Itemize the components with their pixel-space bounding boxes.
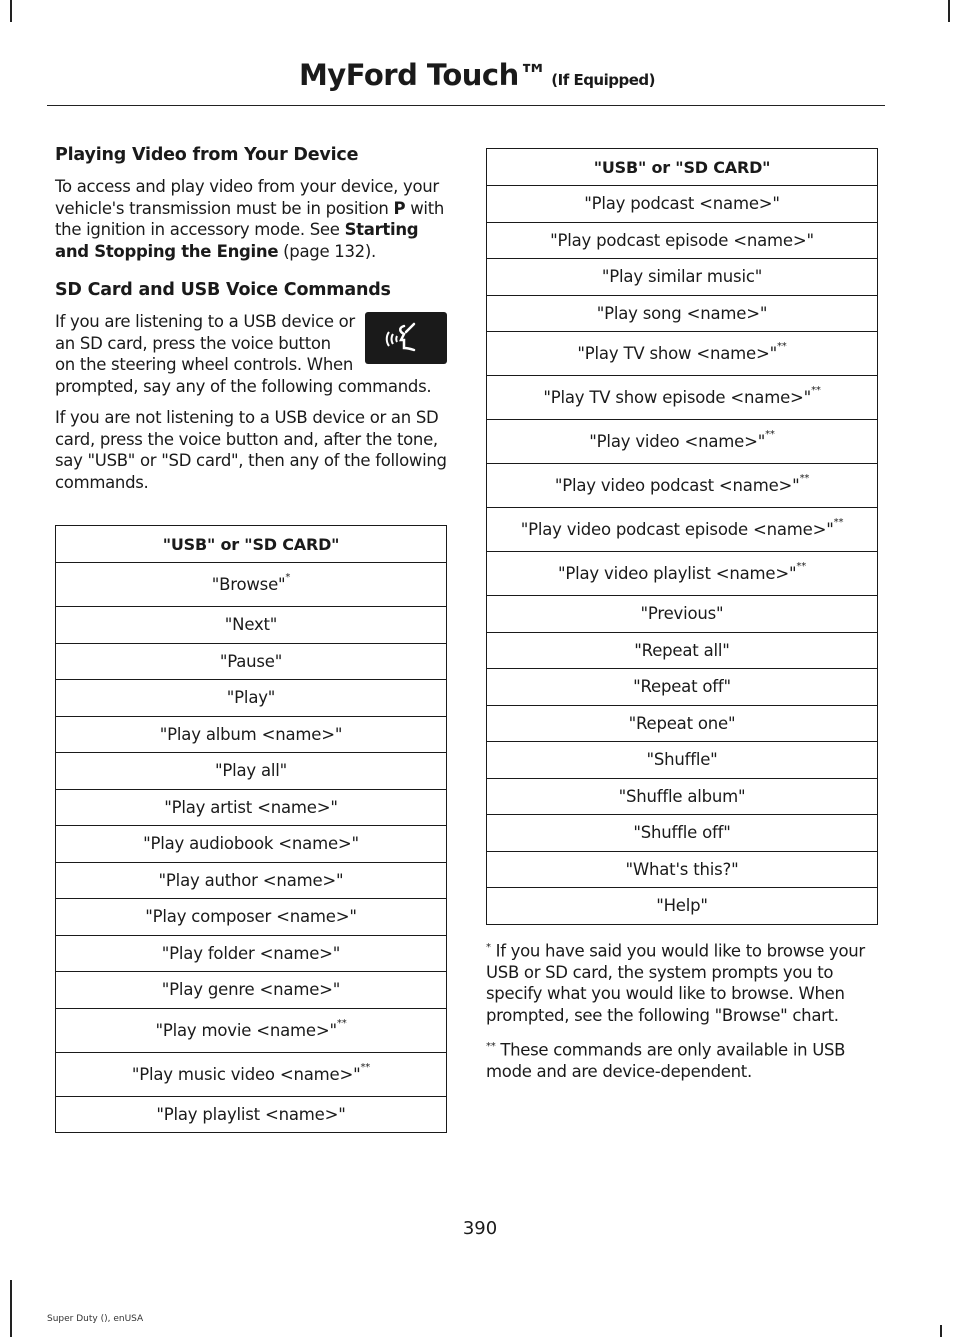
table-row — [487, 332, 878, 376]
footnote-browse: * If you have said you would like to browse your USB or SD card, the system prompts you to specify what you would like to browse. When prompted, see the following "Browse" chart. — [486, 941, 865, 1025]
command-cell — [487, 508, 878, 552]
command-text: "Play artist <name>" — [164, 797, 338, 817]
table-row — [487, 888, 878, 925]
command-cell — [487, 705, 878, 742]
crop-mark-bottom-left — [10, 1280, 12, 1337]
command-text: "Repeat all" — [634, 640, 730, 660]
command-cell — [487, 815, 878, 852]
command-cell — [56, 680, 447, 717]
voice-paragraph: If you are listening to a USB device or an SD card, press the voice button on the steering wheel controls. When prompted, say any of the following commands. — [55, 311, 447, 397]
table-row — [487, 222, 878, 259]
command-text: "Play composer <name>" — [145, 907, 357, 927]
header-rule — [47, 105, 885, 106]
table-row — [487, 669, 878, 706]
table-row — [56, 1096, 447, 1133]
table-row — [56, 789, 447, 826]
command-text: "Play TV show <name>" — [577, 344, 777, 363]
command-cell — [56, 716, 447, 753]
command-cell — [487, 295, 878, 332]
commands-table-right — [486, 148, 878, 925]
command-cell — [487, 552, 878, 596]
command-cell — [56, 607, 447, 644]
intro-paragraph: To access and play video from your device, your vehicle's transmission must be in position P with the ignition in accessory mode. See Starting and Stopping the Engine (page 132). — [55, 177, 445, 261]
command-cell — [487, 778, 878, 815]
table-row — [56, 643, 447, 680]
command-cell — [56, 643, 447, 680]
command-text: "Next" — [224, 615, 278, 635]
command-text: "Play album <name>" — [159, 724, 343, 744]
command-cell — [487, 222, 878, 259]
command-text: "Repeat one" — [628, 713, 736, 733]
command-text: "Play video podcast episode <name>" — [520, 520, 834, 539]
table-row — [487, 596, 878, 633]
command-text: "Play podcast <name>" — [584, 194, 780, 214]
command-cell — [56, 935, 447, 972]
right-column — [486, 148, 878, 1093]
command-text: "Shuffle off" — [633, 823, 731, 843]
command-text: "Play audiobook <name>" — [143, 834, 359, 854]
command-text: "Previous" — [640, 604, 724, 624]
command-text: "Play genre <name>" — [161, 980, 341, 1000]
table-row — [56, 862, 447, 899]
footnote-mark: * — [285, 572, 291, 583]
command-text: "Repeat off" — [633, 677, 731, 697]
footnote-mark: ** — [776, 341, 787, 352]
command-text: "Pause" — [219, 651, 283, 671]
commands-table-left — [55, 525, 447, 1133]
command-cell — [487, 376, 878, 420]
command-text: "Play similar music" — [601, 267, 763, 287]
table-row — [56, 680, 447, 717]
command-cell — [56, 789, 447, 826]
crop-mark-top-left — [10, 0, 12, 22]
page-header-title — [299, 58, 655, 92]
command-cell — [487, 632, 878, 669]
command-text: "Play" — [226, 688, 276, 708]
command-cell — [487, 259, 878, 296]
command-text: "Play all" — [214, 761, 288, 781]
command-cell — [56, 753, 447, 790]
table-row — [487, 742, 878, 779]
command-cell — [56, 1052, 447, 1096]
footnote-mark: ** — [811, 385, 821, 396]
voice-command-icon — [365, 312, 447, 364]
command-cell — [487, 888, 878, 925]
command-cell — [56, 899, 447, 936]
footnote-mark: ** — [799, 473, 810, 484]
table-row — [56, 935, 447, 972]
command-text: "Play music video <name>" — [131, 1064, 361, 1084]
command-text: "Browse" — [211, 575, 286, 594]
table-row — [56, 607, 447, 644]
footnote-mark: ** — [833, 517, 844, 528]
table-row — [487, 508, 878, 552]
table-row — [56, 1008, 447, 1052]
command-text: "Play author <name>" — [158, 870, 344, 890]
table-row — [56, 972, 447, 1009]
command-cell — [487, 742, 878, 779]
command-cell — [56, 1008, 447, 1052]
command-text: "Play podcast episode <name>" — [550, 230, 814, 250]
footnote-mark: ** — [796, 561, 806, 572]
command-text: "Play folder <name>" — [161, 943, 341, 963]
subsection-heading: SD Card and USB Voice Commands — [55, 280, 391, 300]
command-cell — [487, 186, 878, 223]
table-row — [56, 1052, 447, 1096]
table-header: "USB" or "SD CARD" — [487, 149, 878, 186]
command-cell — [56, 563, 447, 607]
table-row — [487, 464, 878, 508]
command-text: "Play playlist <name>" — [156, 1104, 346, 1124]
command-text: "Play movie <name>" — [155, 1020, 337, 1040]
alt-paragraph: If you are not listening to a USB device or an SD card, press the voice button and, after the tone, say "USB" or "SD card", then any of the following commands. — [55, 408, 447, 492]
command-cell — [487, 332, 878, 376]
header-title-suffix: (If Equipped) — [551, 71, 655, 89]
command-text: "What's this?" — [625, 859, 739, 879]
footnote-mark: ** — [360, 1061, 371, 1073]
table-header: "USB" or "SD CARD" — [56, 526, 447, 563]
table-row — [487, 186, 878, 223]
command-text: "Help" — [656, 896, 708, 916]
table-row — [487, 705, 878, 742]
command-cell — [56, 972, 447, 1009]
section-heading: Playing Video from Your Device — [55, 145, 359, 165]
footer-text: Super Duty (), enUSA — [47, 1314, 144, 1324]
command-cell — [487, 596, 878, 633]
command-cell — [487, 851, 878, 888]
crop-mark-top-right — [948, 0, 950, 22]
footnote-usb-only: ** These commands are only available in USB mode and are device-dependent. — [486, 1040, 846, 1081]
command-text: "Shuffle" — [646, 750, 718, 770]
header-title-main: MyFord Touch™ — [298, 58, 548, 92]
table-row — [487, 851, 878, 888]
table-row — [487, 420, 878, 464]
cross-reference-link[interactable]: Starting and Stopping the Engine — [55, 220, 419, 261]
footnote-mark: ** — [765, 429, 775, 440]
command-text: "Play video podcast <name>" — [554, 476, 800, 495]
table-row — [487, 295, 878, 332]
table-row — [56, 563, 447, 607]
table-row — [487, 259, 878, 296]
command-cell — [487, 464, 878, 508]
command-text: "Play video playlist <name>" — [557, 564, 797, 583]
command-cell — [56, 1096, 447, 1133]
table-row — [56, 716, 447, 753]
table-row — [487, 778, 878, 815]
command-text: "Shuffle album" — [618, 786, 746, 806]
table-row — [487, 552, 878, 596]
table-row — [56, 826, 447, 863]
voice-command-icon-glyph — [384, 320, 428, 356]
command-cell — [56, 826, 447, 863]
command-cell — [56, 862, 447, 899]
table-row — [56, 899, 447, 936]
left-column — [55, 145, 447, 1133]
table-row — [487, 815, 878, 852]
page-number: 390 — [462, 1218, 498, 1239]
table-row — [487, 632, 878, 669]
command-cell — [487, 669, 878, 706]
table-row — [56, 753, 447, 790]
command-cell — [487, 420, 878, 464]
command-text: "Play video <name>" — [589, 432, 766, 451]
command-text: "Play song <name>" — [596, 303, 768, 323]
crop-mark-bottom-right — [940, 1325, 942, 1337]
footnote-mark: ** — [336, 1017, 347, 1029]
table-row — [487, 376, 878, 420]
command-text: "Play TV show episode <name>" — [543, 388, 812, 407]
